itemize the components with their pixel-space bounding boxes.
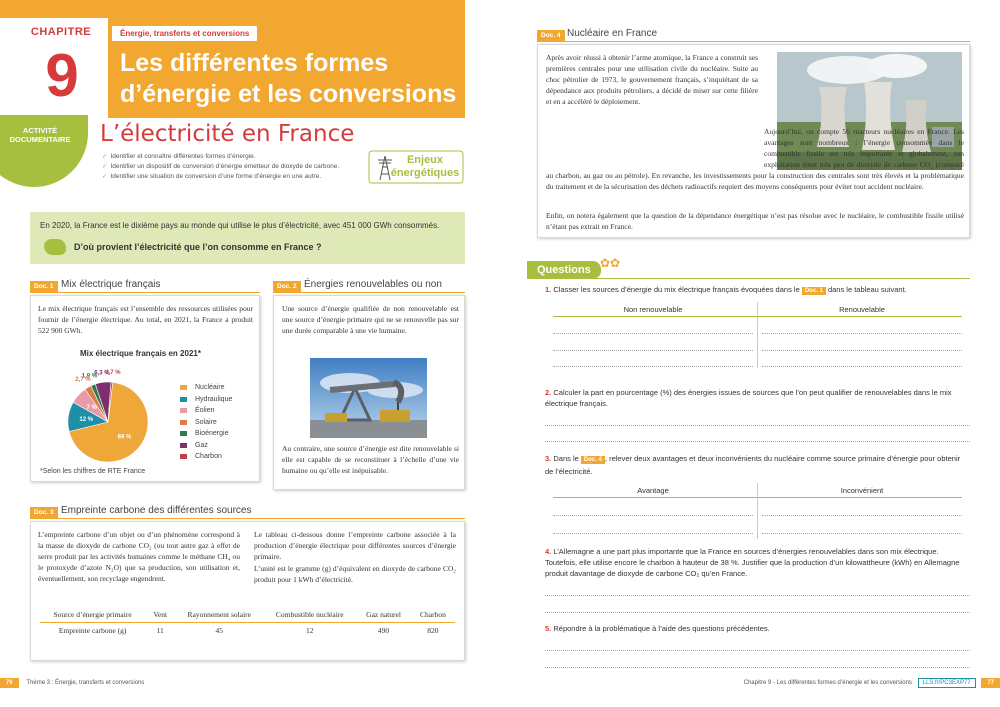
activity-label-line1: ACTIVITÉ	[22, 126, 58, 135]
problem-question: D’où provient l’électricité que l’on consomme en France ?	[74, 242, 322, 252]
legend-item	[180, 451, 232, 463]
question-text: Calculer la part en pourcentage (%) des énergies issues de sources que l’on peut qualifier de renouvelables dans le mix électrique français.	[545, 388, 952, 408]
table-header: Source d’énergie primaire	[53, 610, 132, 619]
chart-title: Mix électrique français en 2021*	[80, 349, 201, 358]
table-cell: Empreinte carbone (g)	[58, 626, 127, 635]
question-text: Dans le	[553, 454, 579, 463]
legend-swatch	[180, 385, 187, 390]
legend-label: Nucléaire	[195, 384, 225, 391]
enjeux-line1: Enjeux	[406, 154, 444, 166]
legend-label: Gaz	[195, 441, 208, 449]
carbon-table	[40, 607, 455, 638]
doc3-tag: Doc. 3	[30, 507, 58, 518]
pie-chart	[30, 360, 190, 470]
doc1-footnote: *Selon les chiffres de RTE France	[40, 468, 146, 475]
legend-swatch	[180, 420, 187, 425]
check-icon: ✓	[102, 173, 108, 180]
pie-label-1: 12 %	[79, 416, 94, 423]
doc4-paragraph2-wrap	[546, 126, 964, 192]
answer-line[interactable]	[545, 667, 970, 668]
pie-label-5: 6,3 %	[94, 370, 110, 377]
check-icon: ✓	[102, 153, 108, 160]
intro-box	[30, 212, 465, 264]
pie-label-4: 1,9 %	[81, 373, 98, 380]
activity-title: L’électricité en France	[100, 121, 355, 147]
legend-item	[180, 440, 232, 452]
enjeux-line2: énergétiques	[390, 167, 460, 179]
answer-line[interactable]	[762, 533, 962, 534]
legend-label: Solaire	[195, 418, 217, 426]
doc1-text: Le mix électrique français est l’ensemble des ressources utilisées pour fournir de l’énergie électrique. Au total, en 2021, la France a produit 522 900 GWh.	[38, 304, 253, 335]
activity-label	[0, 126, 80, 144]
flowers-icon: ✿✿	[600, 256, 621, 270]
doc-reference: Doc. 4	[581, 456, 605, 464]
doc1-title: Mix électrique français	[61, 279, 161, 290]
legend-item	[180, 382, 232, 394]
q3-col-header-right: Inconvénient	[840, 486, 884, 495]
legend-label: Charbon	[195, 453, 222, 460]
answer-line[interactable]	[545, 441, 970, 442]
doc3-text-right2: L’unité est le gramme (g) d’équivalent en dioxyde de carbone CO₂ produit pour 1 kWh d’électricité.	[254, 564, 456, 584]
answer-line[interactable]	[762, 350, 962, 351]
doc4-paragraph1: Après avoir réussi à obtenir l’arme atomique, la France a construit ses premières centrales pour une utilisation civile du nucléaire. Suite au choc pétrolier de 1973, le gouvernement français, s’inquiétant de sa dépendance aux produits pétroliers, a décidé de miser sur cette filière et en a accéléré le déploiement.	[546, 53, 758, 106]
answer-line[interactable]	[545, 650, 970, 651]
question-4	[545, 546, 965, 579]
legend-label: Éolien	[195, 407, 215, 414]
answer-line[interactable]	[553, 366, 753, 367]
legend-swatch	[180, 408, 187, 413]
doc4-rule	[537, 41, 970, 42]
footer-chapter: Chapitre 9 - Les différentes formes d’énergie et les conversions	[743, 680, 912, 686]
question-text: Classer les sources d’énergie du mix électrique français évoquées dans le	[553, 285, 800, 294]
objective-text: Identifier et connaître différentes formes d’énergie.	[110, 153, 256, 160]
answer-line[interactable]	[762, 515, 962, 516]
question-5	[545, 623, 965, 634]
question-3	[545, 453, 965, 477]
float-spacer	[546, 126, 764, 170]
chapter-number: 9	[45, 42, 79, 109]
table-cell: 820	[427, 626, 439, 635]
pie-label-3: 2,7 %	[75, 376, 91, 383]
doc2-text1: Une source d’énergie qualifiée de non renouvelable est une source d’énergie primaire qui ne se renouvelle pas sur une durée comparable à une vie humaine.	[282, 304, 459, 335]
q1-col-header-left: Non renouvelable	[623, 305, 683, 314]
answer-line[interactable]	[553, 515, 753, 516]
table-cell: 11	[156, 626, 164, 635]
pie-label-6: 0,7 %	[105, 370, 121, 377]
page-number-left: 76	[0, 678, 19, 688]
table-cell: 45	[215, 626, 223, 635]
objective-item	[102, 172, 339, 182]
answer-line[interactable]	[545, 612, 970, 613]
question-number: 4.	[545, 547, 552, 556]
question-2	[545, 387, 965, 409]
doc1-rule	[30, 292, 260, 293]
q3-table-divider	[757, 483, 758, 539]
table-header: Gaz naturel	[366, 610, 401, 619]
table-header: Combustible nucléaire	[275, 610, 344, 619]
legend-label: Hydraulique	[195, 395, 233, 403]
q1-table-divider	[757, 302, 758, 368]
objectives-list	[102, 152, 339, 182]
problem-cloud-icon	[44, 239, 66, 255]
pie-label-0: 69 %	[117, 434, 132, 441]
question-number: 5.	[545, 624, 552, 633]
doc3-text-left: L’empreinte carbone d’un objet ou d’un phénomène correspond à la masse de dioxyde de carbone CO₂ (ou tout autre gaz à effet de serre produit par les activités humaines comme le méthane CH₄ ou le protoxyde d’azote N₂O) que sa production, son utilisation et, éventuellement, son recyclage engendrent.	[38, 530, 240, 583]
q1-col-header-right: Renouvelable	[839, 305, 885, 314]
footer-right	[744, 680, 1000, 686]
questions-heading: Questions	[527, 261, 601, 279]
objective-text: Identifier un dispositif de conversion d’énergie émetteur de dioxyde de carbone.	[110, 163, 340, 170]
table-row	[40, 623, 455, 639]
legend-swatch	[180, 454, 187, 459]
legend-item	[180, 428, 232, 440]
question-number: 2.	[545, 388, 552, 397]
question-number: 3.	[545, 454, 552, 463]
legend-item	[180, 394, 232, 406]
enjeux-label	[390, 154, 460, 180]
answer-line[interactable]	[553, 350, 753, 351]
question-text: dans le tableau suivant.	[827, 285, 907, 294]
answer-line[interactable]	[762, 333, 962, 334]
activity-label-line2: DOCUMENTAIRE	[9, 135, 71, 144]
table-header: Vent	[153, 610, 168, 619]
chapter-title: Les différentes formes d’énergie et les conversions	[120, 49, 457, 108]
question-text: Répondre à la problématique à l’aide des questions précédentes.	[553, 624, 770, 633]
doc-reference: Doc. 1	[802, 287, 826, 295]
doc2-text2: Au contraire, une source d’énergie est dite renouvelable si elle est capable de se reconstituer à l’échelle d’une vie humaine ou qu’elle est inépuisable.	[282, 444, 459, 475]
pie-label-2: 7 %	[86, 405, 97, 412]
doc4-title: Nucléaire en France	[567, 28, 658, 39]
doc2-rule	[273, 292, 465, 293]
objective-item	[102, 152, 339, 162]
objective-item	[102, 162, 339, 172]
doc4-paragraph3: Enfin, on notera également que la question de la dépendance énergétique n’est pas résolue avec le nucléaire, le combustible fissile utilisé n’étant pas extrait en France.	[546, 211, 964, 231]
doc3-title: Empreinte carbone des différentes sources	[61, 505, 252, 516]
theme-tag: Énergie, transferts et conversions	[112, 26, 257, 41]
legend-label: Bioénergie	[195, 430, 229, 437]
doc1-tag: Doc. 1	[30, 281, 58, 292]
chart-legend	[180, 382, 232, 463]
doc2-tag: Doc. 2	[273, 281, 301, 292]
question-text: L’Allemagne a une part plus importante que la France en sources d’énergies renouvelables dans son mix électrique. Toutefois, elle utilise encore le charbon à hauteur de 38 %. Justifier que la production d’un kilowattheure (kWh) en Allemagne produit davantage de dioxyde de carbone CO₂ qu’en France.	[545, 547, 960, 578]
doc4-paragraph2: Aujourd’hui, on compte 56 réacteurs nucléaires en France. Les avantages sont nombreux : l’énergie consommée dans le combustible fissile est très importante et globalement, son exploitation émet très peu de dioxyde de carbone CO₂ (comparé au charbon, au gaz ou au pétrole). En revanche, les investissements pour la construction des centrales sont très élevés et la problématique du traitement et de la sécurisation des déchets radioactifs requiert des moyens conséquents pour éviter tout accident nucléaire.	[546, 127, 964, 191]
footer-theme: Thème 3 : Énergie, transferts et conversions	[26, 680, 145, 686]
doc3-rule	[30, 518, 465, 519]
check-icon: ✓	[102, 163, 108, 170]
legend-swatch	[180, 443, 187, 448]
answer-line[interactable]	[545, 595, 970, 596]
footer-left	[0, 680, 144, 686]
footer-link[interactable]: LLS.fr/PC3EXP77	[918, 678, 976, 688]
table-header: Rayonnement solaire	[187, 610, 252, 619]
table-cell: 490	[377, 626, 390, 635]
legend-item	[180, 405, 232, 417]
table-header-row	[40, 607, 455, 623]
page-number-right: 77	[981, 678, 1000, 688]
intro-text: En 2020, la France est le dixième pays au monde qui utilise le plus d’électricité, avec 451 000 GWh consommés.	[40, 221, 440, 230]
q3-col-header-left: Avantage	[637, 486, 669, 495]
answer-line[interactable]	[762, 366, 962, 367]
doc2-title: Énergies renouvelables ou non	[304, 279, 442, 290]
table-header: Charbon	[419, 610, 446, 619]
legend-swatch	[180, 397, 187, 402]
question-text: , relever deux avantages et deux inconvénients du nucléaire comme source primaire d’énergie pour obtenir de l’électricité.	[545, 454, 961, 476]
table-cell: 12	[306, 626, 314, 635]
doc3-text-right1: Le tableau ci-dessous donne l’empreinte carbone associée à la production d’énergie électrique pour différentes sources d’énergie primaire.	[254, 530, 456, 561]
legend-item	[180, 417, 232, 429]
oil-pump-photo	[310, 358, 427, 438]
objective-text: Identifier une situation de conversion d’une forme d’énergie en une autre.	[110, 173, 322, 180]
question-number: 1.	[545, 285, 552, 294]
chapter-label: CHAPITRE	[30, 26, 92, 38]
answer-line[interactable]	[553, 333, 753, 334]
question-1	[545, 284, 965, 297]
answer-line[interactable]	[545, 425, 970, 426]
doc4-tag: Doc. 4	[537, 30, 565, 41]
answer-line[interactable]	[553, 533, 753, 534]
questions-rule	[527, 278, 970, 279]
legend-swatch	[180, 431, 187, 436]
